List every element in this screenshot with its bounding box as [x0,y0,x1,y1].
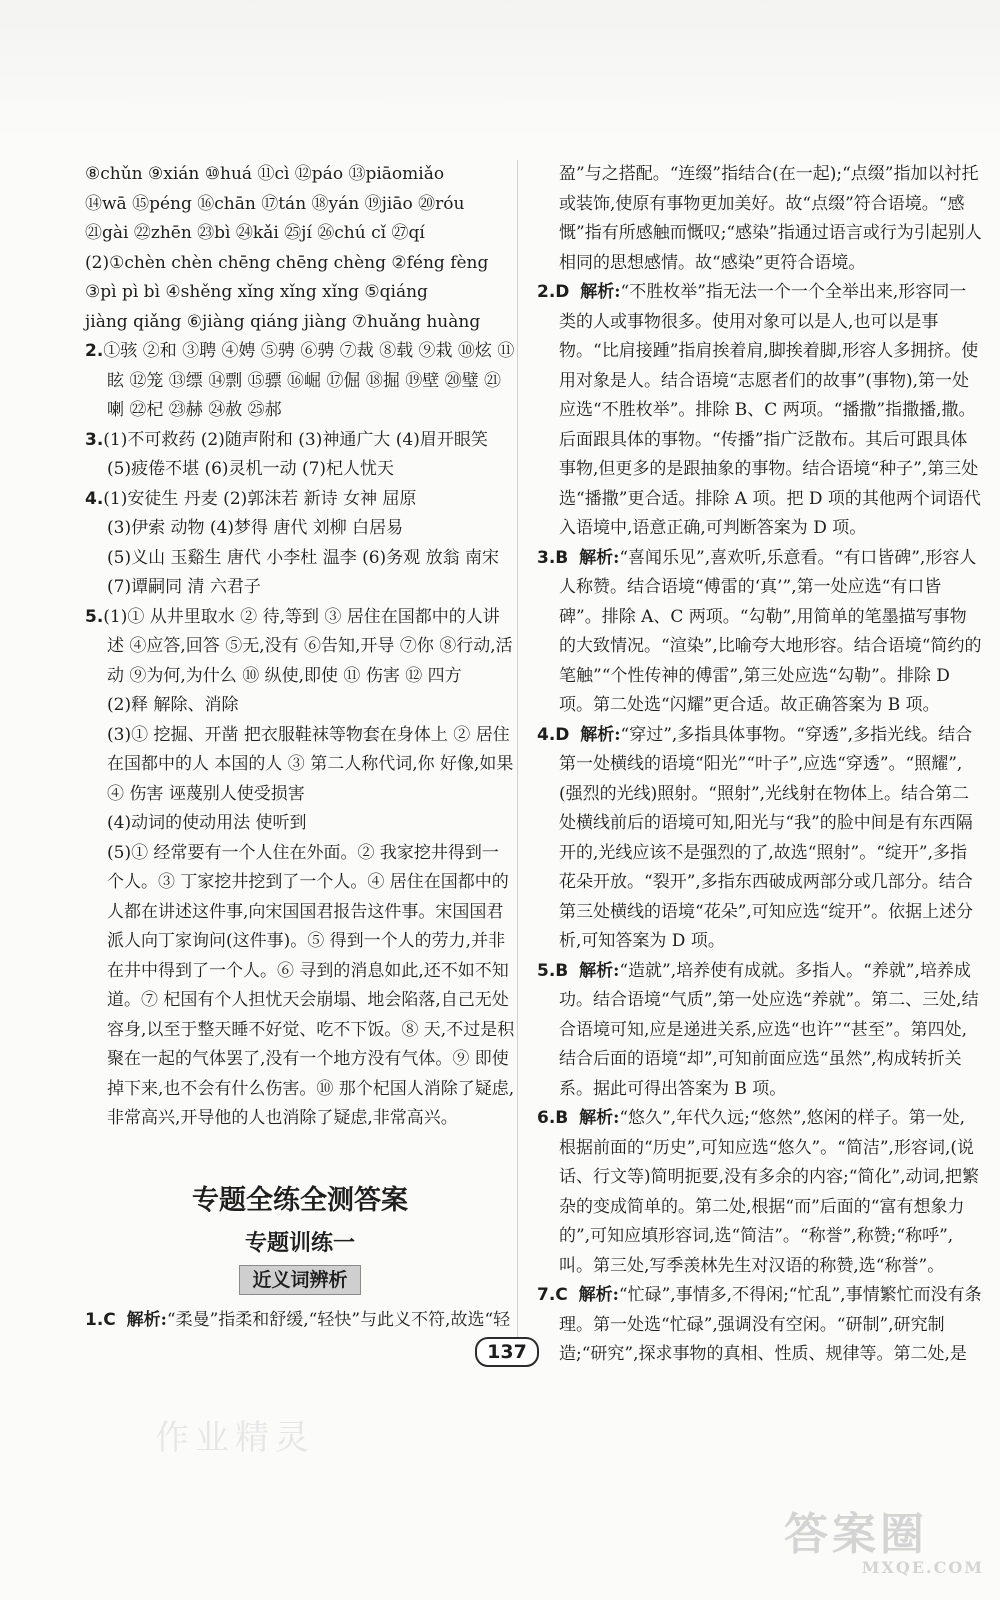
section-title: 专题全练全测答案 [192,1184,408,1216]
page-number: 137 [475,1337,539,1367]
analysis-text: “喜闻乐见”,喜欢听,乐意看。“有口皆碑”,形容人人称赞。结合语境“傅雷的‘真’”,第一处应选“有口皆碑”。排除 A、C 两项。“勾勒”,用简单的笔墨描写事物的大致情况。“渲染”,比喻夸大地形容。结合语境“简约的笔触”“个性传神的傅雷”,第三处应选“勾勒”。排除 D 项。第二处选“闪耀”更合适。故正确答案为 B 项。 [559,547,982,715]
pinyin-line: ③pì pì bì ④shěng xǐng xǐng xǐng ⑤qiáng [85,282,428,302]
analysis-text: “不胜枚举”指无法一个一个全举出来,形容同一类的人或事物很多。使用对象可以是人,也可以是事物。“比肩接踵”指肩挨着肩,脚挨着脚,形容人多拥挤。使用对象是人。结合语境“志愿者们的故事”(事物),第一处应选“不胜枚举”。排除 B、C 两项。“播撒”指撒播,撒。后面跟具体的事物。“传播”指广泛散布。其后可跟具体事物,但更多的是跟抽象的事物。结合语境“种子”,第三处选“播撒”更合适。排除 A 项。把 D 项的其他两个词语代入语境中,语意正确,可判断答案为 D 项。 [559,282,981,538]
analysis-text: “穿过”,多指具体事物。“穿透”,多指光线。结合第一处横线的语境“阳光”“叶子”,应选“穿透”。“照耀”,(强烈的光线)照射。“照射”,光线射在物体上。结合第二处横线前后的语境可知,阳光与“我”的脸中间是有东西隔开的,光线应该不是强烈的了,故选“照射”。“绽开”,多指花朵开放。“裂开”,多指东西破成两部分或几部分。结合第三处横线的语境“花朵”,可知应选“绽开”。依据上述分析,可知答案为 D 项。 [559,724,974,951]
answer-letter: C [103,1310,116,1330]
question-number: 4. [85,488,104,509]
analysis-text: “忙碌”,事情多,不得闲;“忙乱”,事情繁忙而没有条理。第一处选“忙碌”,强调没有空闲。“研制”,研究制造;“研究”,探求事物的真相、性质、规律等。第二处,是 [559,1285,982,1364]
question-number: 7. [537,1285,556,1305]
analysis-label: 解析: [578,1285,619,1305]
answer-letter: B [555,1108,569,1128]
analysis-text: “悠久”,年代久远;“悠然”,悠闲的样子。第一处,根据前面的“历史”,可知应选“悠久”。“简洁”,形容词,(说话、行文等)简明扼要,没有多余的内容;“简化”,动词,把繁杂的变成简单的。第二处,根据“而”后面的“富有想象力的”,可知应填形容词,选“简洁”。“称誉”,称赞;“称呼”,叫。第三处,写季羡林先生对汉语的称赞,选“称誉”。 [559,1108,979,1276]
answer-letter: B [555,960,569,981]
question-number: 5. [537,960,556,981]
analysis-4 [537,721,982,957]
corner-logo [784,1509,984,1582]
pinyin-line: ㉑gài ㉒zhēn ㉓bì ㉔kǎi ㉕jí ㉖chú cǐ ㉗qí [85,223,425,243]
answer-4-line: (3)伊索 动物 (4)梦得 唐代 刘柳 白居易 [107,518,404,538]
analysis-label: 解析: [579,960,620,981]
answer-text: ①骇 ②和 ③聘 ④娉 ⑤骋 ⑥骋 ⑦裁 ⑧载 ⑨栽 ⑩炫 ⑪眩 ⑫笼 ⑬缥 ⑭剽 ⑮骠 ⑯崛 ⑰倔 ⑱掘 ⑲壁 ⑳璧 ㉑喇 ㉒杞 ㉓赫 ㉔赦 ㉕郝 [103,341,515,420]
question-number: 3. [537,547,556,568]
topic-tag-wrap [85,1265,515,1297]
question-number: 6. [537,1108,556,1128]
left-column [85,160,515,1336]
analysis-7 [537,1281,982,1370]
answer-letter: C [555,1285,568,1305]
analysis-1 [85,1306,515,1336]
answer-text: (1)不可救药 (2)随声附和 (3)神通广大 (4)眉开眼笑 (5)疲倦不堪 (6)灵机一动 (7)杞人忧天 [103,429,488,479]
column-divider [517,160,518,1360]
pinyin-line: ⑧chǔn ⑨xián ⑩huá ⑪cì ⑫páo ⑬piāomiǎo [85,164,445,184]
answer-4-line: (5)义山 玉谿生 唐代 小李杜 温李 (6)务观 放翁 南宋 (7)谭嗣同 清 六君子 [107,547,499,597]
watermark: 作业精灵 [155,1418,315,1458]
question-number: 4. [537,724,556,745]
question-number: 2. [537,282,556,302]
answer-3 [85,426,515,485]
analysis-text: “造就”,培养使有成就。多指人。“养就”,培养成功。结合语境“气质”,第一处应选“养就”。第二、三处,结合语境可知,应是递进关系,应选“也许”“甚至”。第四处,结合后面的语境“却”,可知前面应选“虽然”,构成转折关系。据此可得出答案为 B 项。 [559,960,979,1099]
top-shading [0,0,1000,140]
analysis-5 [537,957,982,1105]
answer-4 [85,485,515,515]
analysis-label: 解析: [580,724,621,745]
analysis-label: 解析: [126,1310,167,1330]
analysis-text: “柔曼”指柔和舒缓,“轻快”与此义不符,故选“轻 [166,1310,511,1330]
pinyin-line: ⑭wā ⑮péng ⑯chān ⑰tán ⑱yán ⑲jiāo ⑳róu [85,193,465,214]
answer-letter: D [555,282,570,302]
sub-title: 专题训练一 [244,1231,355,1256]
answer-text: (1)① 从井里取水 ② 待,等到 ③ 居住在国都中的人讲述 ④应答,回答 ⑤无,没有 ⑥告知,开导 ⑦你 ⑧行动,活动 ⑨为何,为什么 ⑩ 纵使,即使 ⑪ 伤害 ⑫ 四方 [103,606,513,686]
corner-logo-url: MXQE.COM [861,1558,984,1577]
analysis-6 [537,1104,982,1281]
pinyin-line: (2)①chèn chèn chēng chēng chèng ②féng fèng [85,252,489,273]
corner-logo-mark: 答案圈 [784,1509,928,1560]
answer-2 [85,337,515,426]
question-number: 2. [85,341,104,361]
analysis-2 [537,278,982,544]
answer-5-part: (5)① 经常要有一个人住在外面。② 我家挖井得到一个人。③ 丁家挖井挖到了一个人。④ 居住在国都中的人都在讲述这件事,向宋国国君报告这件事。宋国国君派人向丁家询问(这件事)。⑤ 得到一个人的劳力,并非在井中得到了一个人。⑥ 寻到的消息如此,还不如不知道。⑦ 杞国有个人担忧天会崩塌、地会陷落,自己无处容身,以至于整天睡不好觉、吃不下饭。⑧ 天,不过是积聚在一起的气体罢了,没有一个地方没有气体。⑨ 即使掉下来,也不会有什么伤害。⑩ 那个杞国人消除了疑虑,非常高兴,开导他的人也消除了疑虑,非常高兴。 [107,842,515,1128]
pinyin-line: jiàng qiǎng ⑥jiàng qiáng jiàng ⑦huǎng huàng [85,311,481,332]
answer-text: (1)安徒生 丹麦 (2)郭沫若 新诗 女神 屈原 [103,488,417,509]
analysis-label: 解析: [579,547,620,568]
question-number: 3. [85,429,104,450]
topic-tag: 近义词辨析 [239,1265,360,1295]
answer-letter: D [555,724,570,745]
analysis-label: 解析: [579,1108,620,1128]
answer-5-part: (4)动词的使动用法 使听到 [107,813,307,833]
analysis-3 [537,544,982,721]
question-number: 5. [85,606,104,627]
question-number: 1. [85,1310,104,1330]
answer-letter: B [555,547,569,568]
answer-5-part: (2)释 解除、消除 [107,695,239,715]
analysis-label: 解析: [580,282,621,302]
answer-5 [85,603,515,692]
answer-5-part: (3)① 挖掘、开凿 把衣服鞋袜等物套在身体上 ② 居住在国都中的人 本国的人 ③ 第二人称代词,你 好像,如果 ④ 伤害 诬蔑别人使受损害 [107,724,514,804]
right-column [537,160,982,1370]
analysis-1-continued: 盈”与之搭配。“连缀”指结合(在一起);“点缀”指加以衬托或装饰,使原有事物更加美好。故“点缀”符合语境。“感慨”指有所感触而慨叹;“感染”指通过语言或行为引起别人相同的思想感情。故“感染”更符合语境。 [559,164,982,273]
